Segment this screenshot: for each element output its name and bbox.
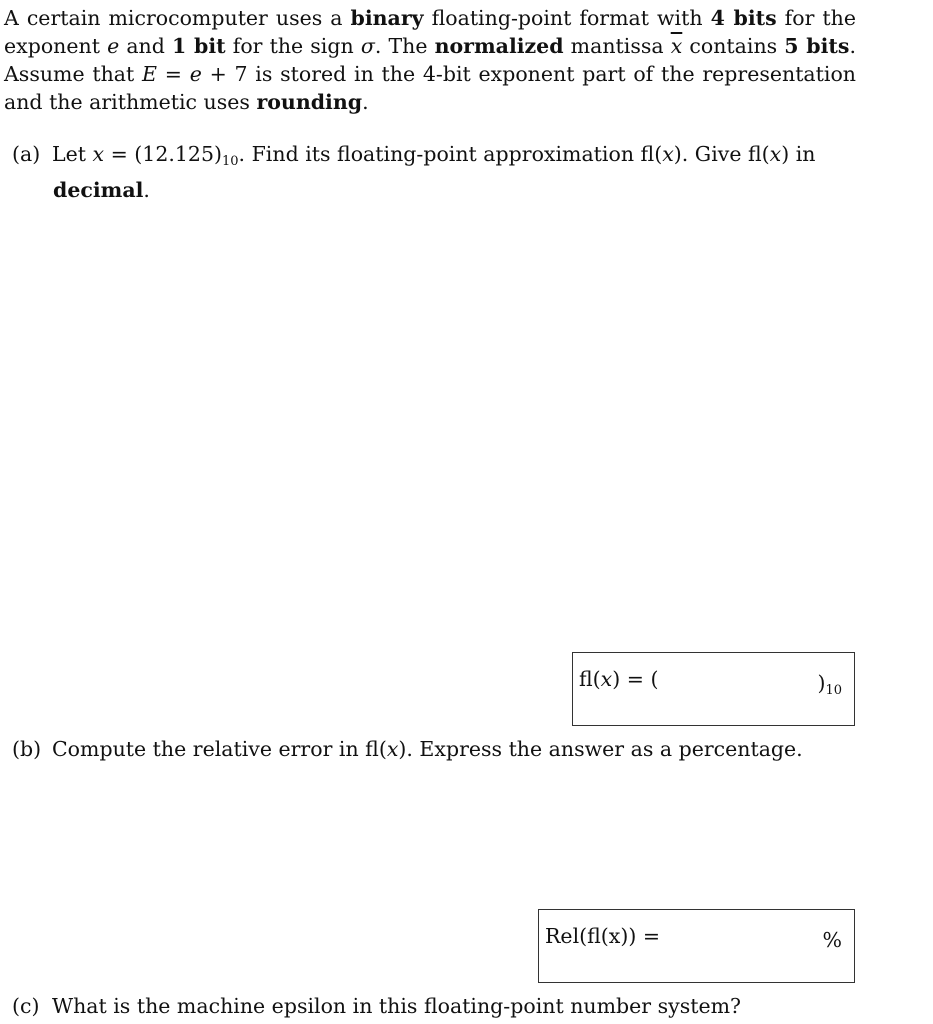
problem-statement — [4, 4, 856, 116]
part-label: (b) — [12, 737, 42, 761]
intro-text: for the exponent — [4, 6, 856, 58]
box-text: ) — [817, 671, 826, 695]
subscript: 10 — [825, 683, 842, 698]
intro-emphasis: 1 bit — [172, 34, 226, 58]
math-var: x — [769, 142, 782, 166]
intro-emphasis: 5 bits — [784, 34, 850, 58]
intro-text: A certain microcomputer uses a — [4, 6, 351, 30]
part-text: What is the machine epsilon in this floating-point number system? — [52, 994, 742, 1018]
answer-box-b[interactable] — [538, 909, 855, 983]
part-text: ). Express the answer as a percentage. — [398, 737, 803, 761]
intro-text: . — [362, 90, 369, 114]
part-b — [12, 735, 856, 763]
math-var: x — [92, 142, 105, 166]
part-text: Let — [52, 142, 93, 166]
part-text: Compute the relative error in fl( — [52, 737, 387, 761]
intro-text: mantissa — [563, 34, 671, 58]
part-a — [12, 140, 856, 204]
part-label: (c) — [12, 994, 40, 1018]
answer-box-a-label — [579, 667, 658, 691]
math-var: x — [662, 142, 674, 166]
intro-emphasis: 4 bits — [710, 6, 777, 30]
part-text: ). Give fl( — [673, 142, 770, 166]
intro-text: = — [157, 62, 190, 86]
answer-box-a[interactable] — [572, 652, 855, 726]
intro-text: and — [119, 34, 172, 58]
part-label: (a) — [12, 142, 41, 166]
answer-box-a-suffix — [817, 671, 842, 698]
part-emphasis: decimal — [53, 178, 144, 202]
part-c — [12, 992, 856, 1020]
math-var: $\overline{x}$ — [670, 34, 683, 58]
answer-box-b-label: Rel(fl(x)) = — [545, 924, 661, 948]
part-text: ) in — [781, 142, 816, 166]
intro-text: . The — [374, 34, 435, 58]
intro-text: contains — [682, 34, 785, 58]
intro-text: + 7 is stored in the 4-bit exponent part of the representation and the arithmetic uses — [4, 62, 856, 114]
math-var: e — [189, 62, 202, 86]
part-text: = (12.125) — [104, 142, 222, 166]
intro-emphasis: normalized — [434, 34, 564, 58]
math-var: x — [386, 737, 399, 761]
math-var: x — [600, 667, 613, 691]
box-text: fl( — [579, 667, 601, 691]
subscript: 10 — [222, 154, 239, 169]
intro-text: floating-point format with — [423, 6, 711, 30]
math-var: e — [107, 34, 120, 58]
answer-box-b-suffix: % — [822, 928, 842, 952]
part-text: . Find its floating-point approximation fl( — [238, 142, 663, 166]
part-text: . — [143, 178, 150, 202]
math-var: σ — [360, 34, 375, 58]
intro-emphasis: binary — [350, 6, 424, 30]
intro-text: . Assume that — [4, 34, 856, 86]
intro-emphasis: rounding — [256, 90, 363, 114]
box-text: ) = ( — [612, 667, 659, 691]
part-a-continuation — [12, 176, 856, 204]
math-var: E — [142, 62, 157, 86]
intro-text: for the sign — [225, 34, 361, 58]
